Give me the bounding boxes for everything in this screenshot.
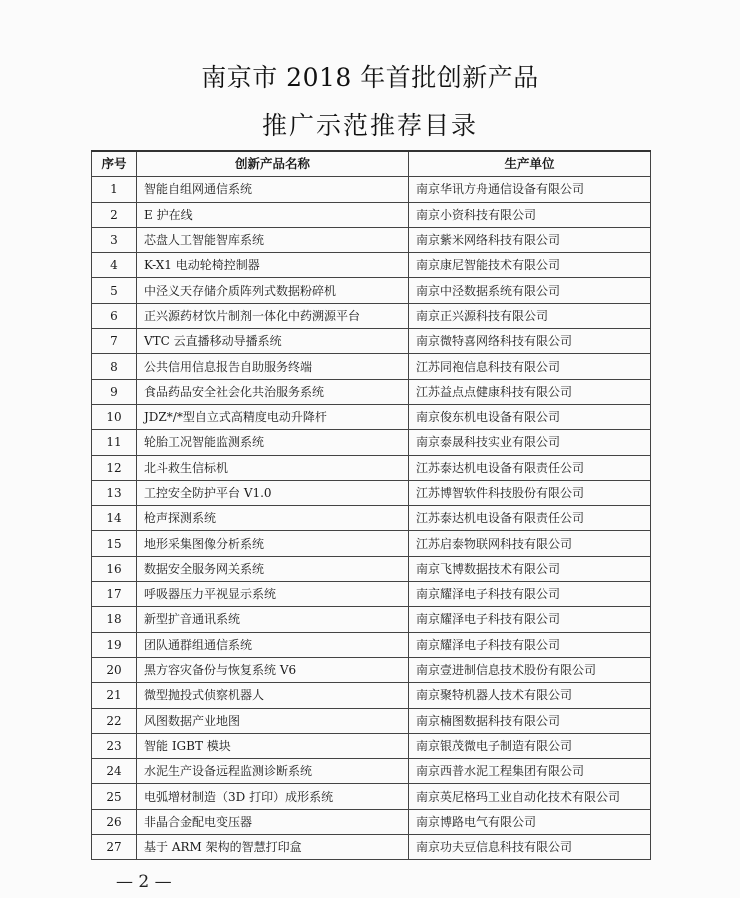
cell-manufacturer: 南京康尼智能技术有限公司 bbox=[409, 253, 651, 278]
cell-manufacturer: 南京楠图数据科技有限公司 bbox=[409, 708, 651, 733]
cell-manufacturer: 南京紫米网络科技有限公司 bbox=[409, 227, 651, 252]
cell-manufacturer: 江苏泰达机电设备有限责任公司 bbox=[409, 506, 651, 531]
cell-product-name: 轮胎工况智能监测系统 bbox=[137, 430, 409, 455]
cell-no: 6 bbox=[92, 303, 137, 328]
cell-no: 9 bbox=[92, 379, 137, 404]
table-row bbox=[92, 329, 651, 354]
cell-no: 26 bbox=[92, 809, 137, 834]
cell-manufacturer: 江苏泰达机电设备有限责任公司 bbox=[409, 455, 651, 480]
table-row bbox=[92, 202, 651, 227]
header-no: 序号 bbox=[92, 151, 137, 177]
cell-no: 3 bbox=[92, 227, 137, 252]
cell-no: 1 bbox=[92, 177, 137, 202]
cell-no: 22 bbox=[92, 708, 137, 733]
table-row bbox=[92, 227, 651, 252]
cell-manufacturer: 南京西普水泥工程集团有限公司 bbox=[409, 759, 651, 784]
cell-manufacturer: 南京飞博数据技术有限公司 bbox=[409, 556, 651, 581]
cell-no: 13 bbox=[92, 480, 137, 505]
cell-no: 11 bbox=[92, 430, 137, 455]
cell-manufacturer: 南京华讯方舟通信设备有限公司 bbox=[409, 177, 651, 202]
cell-manufacturer: 江苏益点点健康科技有限公司 bbox=[409, 379, 651, 404]
cell-no: 20 bbox=[92, 657, 137, 682]
cell-product-name: 微型抛投式侦察机器人 bbox=[137, 683, 409, 708]
header-manufacturer: 生产单位 bbox=[409, 151, 651, 177]
table-row bbox=[92, 582, 651, 607]
header-product-name: 创新产品名称 bbox=[137, 151, 409, 177]
table-header-row bbox=[92, 151, 651, 177]
cell-no: 2 bbox=[92, 202, 137, 227]
table-row bbox=[92, 683, 651, 708]
cell-product-name: 数据安全服务网关系统 bbox=[137, 556, 409, 581]
page-number: — 2 — bbox=[116, 872, 172, 892]
cell-no: 10 bbox=[92, 404, 137, 429]
cell-manufacturer: 江苏同袍信息科技有限公司 bbox=[409, 354, 651, 379]
cell-product-name: 正兴源药材饮片制剂一体化中药溯源平台 bbox=[137, 303, 409, 328]
cell-manufacturer: 南京俊东机电设备有限公司 bbox=[409, 404, 651, 429]
cell-product-name: E 护在线 bbox=[137, 202, 409, 227]
cell-manufacturer: 南京耀泽电子科技有限公司 bbox=[409, 582, 651, 607]
cell-manufacturer: 南京耀泽电子科技有限公司 bbox=[409, 632, 651, 657]
cell-manufacturer: 南京正兴源科技有限公司 bbox=[409, 303, 651, 328]
cell-manufacturer: 南京微特喜网络科技有限公司 bbox=[409, 329, 651, 354]
cell-product-name: 北斗救生信标机 bbox=[137, 455, 409, 480]
page-title: 南京市 2018 年首批创新产品 bbox=[201, 63, 539, 92]
cell-no: 18 bbox=[92, 607, 137, 632]
cell-no: 4 bbox=[92, 253, 137, 278]
table-row bbox=[92, 278, 651, 303]
table-row bbox=[92, 657, 651, 682]
table-row bbox=[92, 632, 651, 657]
cell-product-name: 黑方容灾备份与恢复系统 V6 bbox=[137, 657, 409, 682]
cell-product-name: 智能 IGBT 模块 bbox=[137, 733, 409, 758]
table-row bbox=[92, 303, 651, 328]
cell-no: 15 bbox=[92, 531, 137, 556]
table-row bbox=[92, 607, 651, 632]
table-row bbox=[92, 759, 651, 784]
cell-manufacturer: 南京泰晟科技实业有限公司 bbox=[409, 430, 651, 455]
cell-product-name: 呼吸器压力平视显示系统 bbox=[137, 582, 409, 607]
table-row bbox=[92, 556, 651, 581]
cell-no: 16 bbox=[92, 556, 137, 581]
cell-no: 5 bbox=[92, 278, 137, 303]
cell-no: 19 bbox=[92, 632, 137, 657]
cell-manufacturer: 南京耀泽电子科技有限公司 bbox=[409, 607, 651, 632]
cell-manufacturer: 南京银茂微电子制造有限公司 bbox=[409, 733, 651, 758]
cell-product-name: 食品药品安全社会化共治服务系统 bbox=[137, 379, 409, 404]
cell-product-name: JDZ*/*型自立式高精度电动升降杆 bbox=[137, 404, 409, 429]
cell-product-name: 公共信用信息报告自助服务终端 bbox=[137, 354, 409, 379]
cell-no: 17 bbox=[92, 582, 137, 607]
cell-no: 23 bbox=[92, 733, 137, 758]
table-row bbox=[92, 506, 651, 531]
table-row bbox=[92, 531, 651, 556]
table-row bbox=[92, 809, 651, 834]
cell-product-name: K-X1 电动轮椅控制器 bbox=[137, 253, 409, 278]
cell-product-name: 工控安全防护平台 V1.0 bbox=[137, 480, 409, 505]
cell-product-name: 芯盘人工智能智库系统 bbox=[137, 227, 409, 252]
cell-manufacturer: 南京壹进制信息技术股份有限公司 bbox=[409, 657, 651, 682]
cell-no: 8 bbox=[92, 354, 137, 379]
cell-no: 21 bbox=[92, 683, 137, 708]
table-row bbox=[92, 480, 651, 505]
cell-manufacturer: 南京英尼格玛工业自动化技术有限公司 bbox=[409, 784, 651, 809]
cell-no: 27 bbox=[92, 835, 137, 860]
table-row bbox=[92, 708, 651, 733]
cell-product-name: VTC 云直播移动导播系统 bbox=[137, 329, 409, 354]
table-row bbox=[92, 733, 651, 758]
table-row bbox=[92, 784, 651, 809]
table-row bbox=[92, 354, 651, 379]
table-row bbox=[92, 455, 651, 480]
table-row bbox=[92, 430, 651, 455]
cell-no: 12 bbox=[92, 455, 137, 480]
table-row bbox=[92, 177, 651, 202]
cell-manufacturer: 南京博路电气有限公司 bbox=[409, 809, 651, 834]
cell-no: 25 bbox=[92, 784, 137, 809]
cell-manufacturer: 江苏博智软件科技股份有限公司 bbox=[409, 480, 651, 505]
cell-product-name: 中泾义天存储介质阵列式数据粉碎机 bbox=[137, 278, 409, 303]
cell-product-name: 风图数据产业地图 bbox=[137, 708, 409, 733]
table-row bbox=[92, 379, 651, 404]
table-row bbox=[92, 404, 651, 429]
cell-manufacturer: 南京小资科技有限公司 bbox=[409, 202, 651, 227]
table-row bbox=[92, 253, 651, 278]
cell-product-name: 智能自组网通信系统 bbox=[137, 177, 409, 202]
cell-manufacturer: 南京功夫豆信息科技有限公司 bbox=[409, 835, 651, 860]
page-subtitle: 推广示范推荐目录 bbox=[261, 111, 478, 140]
cell-manufacturer: 南京聚特机器人技术有限公司 bbox=[409, 683, 651, 708]
cell-product-name: 电弧增材制造（3D 打印）成形系统 bbox=[137, 784, 409, 809]
cell-product-name: 团队通群组通信系统 bbox=[137, 632, 409, 657]
product-catalog-table bbox=[91, 150, 651, 860]
cell-manufacturer: 南京中泾数据系统有限公司 bbox=[409, 278, 651, 303]
cell-manufacturer: 江苏启泰物联网科技有限公司 bbox=[409, 531, 651, 556]
cell-product-name: 新型扩音通讯系统 bbox=[137, 607, 409, 632]
cell-product-name: 地形采集图像分析系统 bbox=[137, 531, 409, 556]
cell-product-name: 基于 ARM 架构的智慧打印盒 bbox=[137, 835, 409, 860]
cell-no: 24 bbox=[92, 759, 137, 784]
cell-no: 7 bbox=[92, 329, 137, 354]
cell-no: 14 bbox=[92, 506, 137, 531]
cell-product-name: 非晶合金配电变压器 bbox=[137, 809, 409, 834]
table-row bbox=[92, 835, 651, 860]
cell-product-name: 水泥生产设备远程监测诊断系统 bbox=[137, 759, 409, 784]
cell-product-name: 枪声探测系统 bbox=[137, 506, 409, 531]
